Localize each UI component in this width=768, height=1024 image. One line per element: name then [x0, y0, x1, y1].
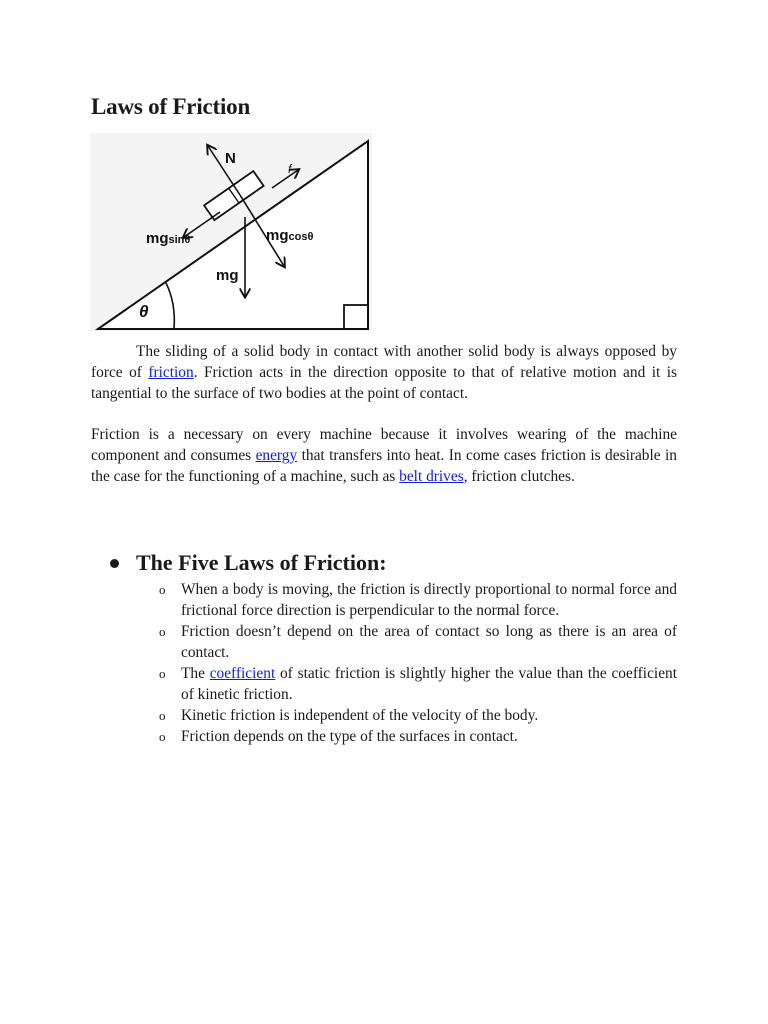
law-text: Friction doesn’t depend on the area of contact so long as there is an area of contact. — [181, 623, 677, 661]
list-item — [159, 663, 677, 705]
law-text-pre: The — [181, 665, 210, 682]
law-text: When a body is moving, the friction is directly proportional to normal force and frictional force direction is perpendicular to the normal force. — [181, 581, 677, 619]
label-n: N — [225, 150, 236, 167]
label-mgsin-main: mg — [146, 230, 169, 247]
list-marker-icon: o — [159, 729, 166, 744]
friction-arrow — [272, 170, 298, 188]
energy-link[interactable]: energy — [255, 446, 298, 464]
section-heading-row — [110, 550, 387, 576]
coefficient-link[interactable]: coefficient — [209, 665, 276, 682]
machine-paragraph — [91, 425, 677, 487]
bullet-icon — [110, 559, 119, 568]
section-title: The Five Laws of Friction: — [136, 550, 387, 575]
inclined-plane-diagram — [90, 133, 372, 331]
belt-drives-link[interactable]: belt drives — [399, 467, 464, 485]
list-marker-icon: o — [159, 582, 166, 597]
machine-text-1: Friction is a necessary on every machine because it involves wearing of the machine component and consumes — [91, 426, 677, 464]
list-marker-icon: o — [159, 624, 166, 639]
label-f: f — [288, 162, 292, 176]
list-marker-icon: o — [159, 666, 166, 681]
label-mg: mg — [216, 267, 239, 284]
list-marker-icon: o — [159, 708, 166, 723]
intro-paragraph — [91, 342, 677, 404]
label-mgsin — [146, 230, 190, 247]
list-item — [159, 621, 677, 663]
machine-text-2: that transfers into heat. In come cases friction is desirable in the case for the functioning of a machine, such as — [91, 446, 677, 485]
incline-triangle — [98, 141, 368, 329]
list-item — [159, 705, 677, 726]
label-mgcos-main: mg — [266, 227, 289, 244]
intro-text-2: . Friction acts in the direction opposite to that of relative motion and it is tangential to the surface of two bodies at the point of contact. — [91, 363, 678, 402]
laws-list — [159, 579, 677, 747]
law-text: Kinetic friction is independent of the velocity of the body. — [181, 707, 539, 724]
intro-text-1: The sliding of a solid body in contact with another solid body is always opposed by force of — [91, 343, 677, 381]
sliding-block — [204, 171, 264, 220]
friction-link[interactable]: friction — [148, 363, 194, 381]
label-mgcos-sub: cosθ — [288, 231, 314, 243]
label-mgsin-sub: sinθ — [168, 234, 191, 246]
diagram-svg — [90, 133, 372, 331]
list-item — [159, 726, 677, 747]
page-title: Laws of Friction — [91, 94, 251, 119]
label-theta: θ — [139, 302, 149, 321]
law-text: Friction depends on the type of the surfaces in contact. — [181, 728, 518, 745]
list-item — [159, 579, 677, 621]
law-text-post: of static friction is slightly higher the value than the coefficient of kinetic friction. — [181, 665, 677, 703]
machine-text-3: , friction clutches. — [463, 467, 575, 485]
